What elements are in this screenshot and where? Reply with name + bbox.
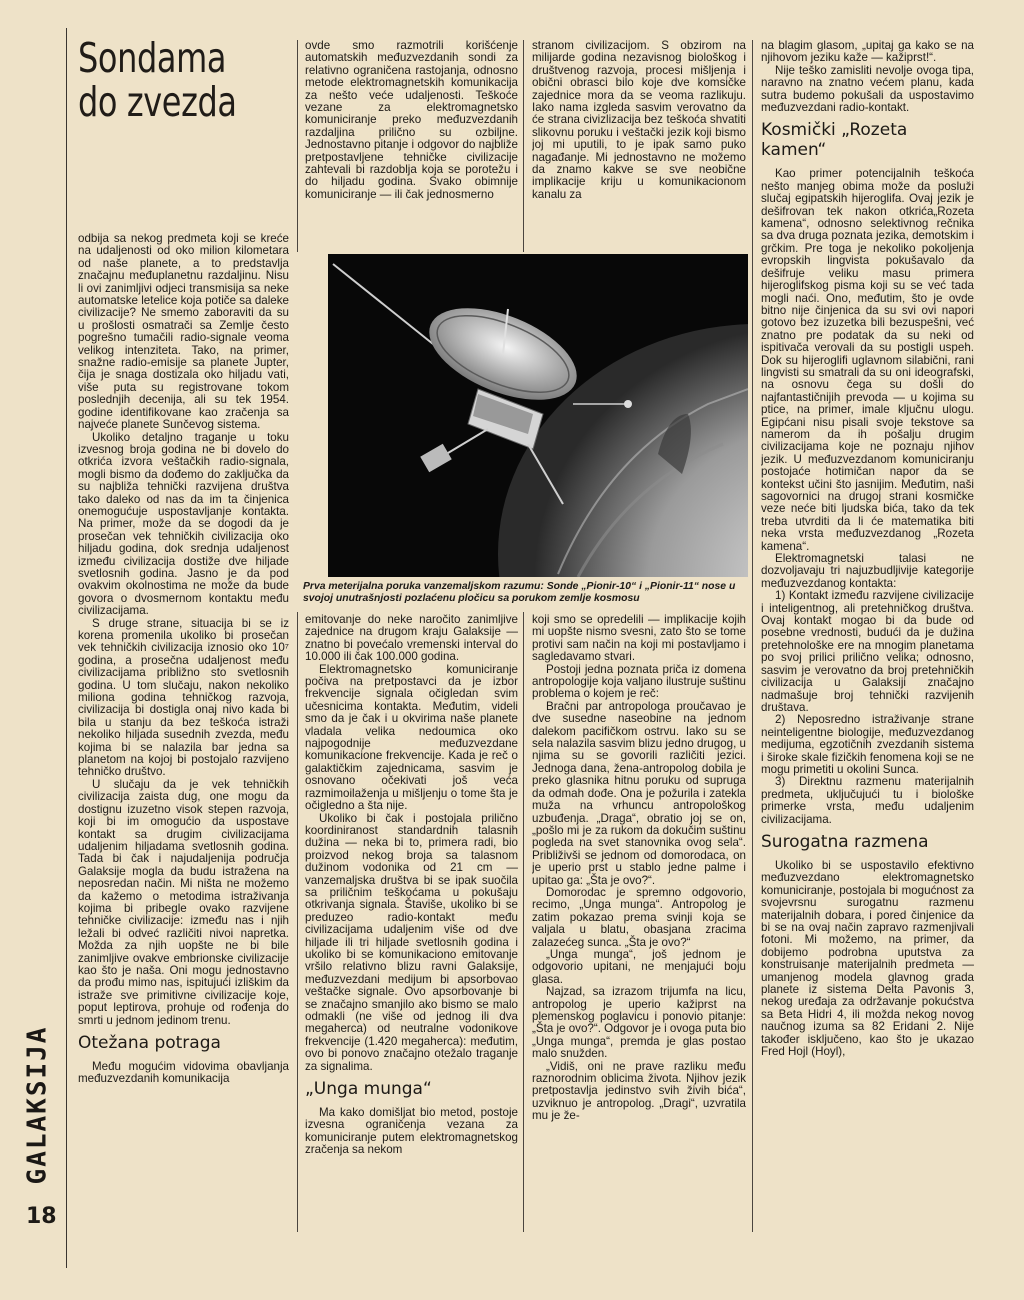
margin-rule bbox=[66, 28, 67, 1268]
column-1-text bbox=[78, 233, 289, 1027]
spacecraft-illustration bbox=[328, 254, 748, 577]
column-2-bottom bbox=[305, 614, 518, 1234]
section-heading-rozeta-kamen: Kosmički „Rozeta kamen“ bbox=[761, 120, 908, 161]
column-rule bbox=[752, 40, 753, 1232]
paragraph: stranom civilizacijom. S obzirom na milijarde godina nezavisnog biološkog i društvenog razvoja, procesi mišljenja i obični obrasci bilo koje dve komsičke zajednice mora da se veoma razlikuju. Iako nama izgleda sasvim verovatno da će strana civizlizacija bez teškoća shvatiti slikovnu poruku i veštački jezik koji bismo joj mi uputili, to je ipak samo puko nagađanje. Mi jednostavno ne možemo da znamo kakve se sve neobične implikacije kriju u komunikacionom kanalu za bbox=[532, 40, 746, 201]
section-heading-surogatna-razmena: Surogatna razmena bbox=[761, 831, 929, 852]
paragraph: „Unga munga“, još jednom je odgovorio upitani, ne menjajući boju glasa. bbox=[532, 947, 746, 986]
paragraph: „Vidiš, oni ne prave razliku među raznorodnim oblicima života. Njihov jezik pretpostavlja jedinstvo svih živih bića“, uzviknuo je antropolog. „Dragi“, uzvratila mu je že- bbox=[532, 1059, 746, 1123]
paragraph: Među mogućim vidovima obavljanja međuzvezdanih komunikacija bbox=[78, 1060, 289, 1086]
article-title: Sondama do zvezda bbox=[78, 34, 237, 126]
paragraph: Ukoliko bi čak i postojala prilično koordiniranost standardnih talasnih dužina — neka bi to, primera radi, bio proizvod nekog broja sa talasnom dužinom vodonika od 21 cm — vanzemaljska društva bi se ipak suočila sa priličnim teškoćama u pokušaju otkrivanja signala. Štaviše, ukoliko bi se preduzeo radio-kontakt među civilizacijama udaljenim više od dve hiljade ili tri hiljade svetlosnih godina i ukoliko bi se komunikaciono emitovanje vršilo relativno blizu ravni Galaksije, međuzvezdani medijum bi apsorbovao veštačke signale. Ovo apsorbovanje bi se značajno smanjilo ako bismo se malo odmakli (ne više od jednog ili dva megaherca) od neutralne vodonikove frekvencije (1.420 megaherca): međutim, ovo bi ponovo značajno otežalo traganje za signalima. bbox=[305, 811, 518, 1073]
paragraph: Ma kako domišljat bio metod, postoje izvesna ograničenja vezana za komuniciranje putem elektromagnetskog zračenja sa nekom bbox=[305, 1106, 518, 1157]
paragraph: Domorodac je spremno odgovorio, recimo, „Unga munga“. Antropolog je zatim pokazao prema svinji koja se valjala u blatu, obasjana zracima zalazećeg sunca. „Šta je ovo?“ bbox=[532, 885, 746, 949]
column-rule bbox=[523, 612, 524, 1232]
paragraph: Elektromagnetsko komuniciranje počiva na pretpostavci da je izbor frekvencije signala očigledan svim učesnicima kontakta. Međutim, videli smo da je čak i u okvirima naše planete vladala velika nedoumica oko najpogodnije međuzvezdane komunikacione frekvencije. Kada je reč o galaktičkim zajednicama, sasvim je osnovano očekivati još veća razmimoilaženja u mišljenju o tome šta je očigledno a šta nije. bbox=[305, 662, 518, 813]
photo-caption: Prva meterijalna poruka vanzemaljskom razumu: Sonde „Pionir-10“ i „Pionir-11“ nose u svojoj unutrašnjosti pozlaćenu pločicu sa porukom zemlje kosmosu bbox=[303, 581, 736, 604]
paragraph: odbija sa nekog predmeta koji se kreće na udaljenosti od oko milion kilometara od naše planete, a to predstavlja značajnu međuplanetnu razdaljinu. Nisu li ovi zanimljivi odjeci transmisija sa neke automatske letelice koja potiče sa daleke civilizacije? Ne smemo zaboraviti da su u prošlosti osmatrači sa Zemlje često pogrešno tumačili radio-signale veoma velikog intenziteta. Tako, na primer, snažne radio-emisije sa planete Jupter, čija je snaga dostizala oko hiljadu vati, više puta su registrovane tokom poslednjih decenija, ali su tek 1954. godine identifikovane kao zračenja sa najveće planete Sunčevog sistema. bbox=[78, 233, 289, 432]
paragraph: Elektromagnetski talasi ne dozvoljavaju tri najuzbudljivije kategorije međuzvezdanog kontakta: bbox=[761, 552, 974, 590]
magazine-name: GALAKSIJA bbox=[22, 1025, 53, 1185]
column-4 bbox=[761, 40, 974, 1234]
paragraph: Nije teško zamisliti nevolje ovoga tipa, naravno na znatno većem planu, kada sutra budemo pokušali da uspostavimo međuzvezdani radio-kontakt. bbox=[761, 63, 974, 115]
page-number: 18 bbox=[26, 1204, 57, 1229]
column-rule bbox=[523, 40, 524, 252]
paragraph: 1) Kontakt između razvijene civilizacije i inteligentnog, ali pretehničkog društva. Ovaj kontakt mogao bi da bude od posebne vrednosti, budući da je dužina pretehnološke ere na mnogim planetama po svoj prilici prilično velika; odnosno, sasvim je verovatno da broj pretehničkih civilizacija u Galaksiji značajno nadmašuje broj tehnički razvijenih društava. bbox=[761, 589, 974, 714]
column-2-top bbox=[305, 40, 518, 252]
paragraph: Bračni par antropologa proučavao je dve susedne naseobine na jednom dalekom pacifičkom ostrvu. Iako su se sela nalazila sasvim blizu jedno drugog, u njima su se govorili različiti jezici. Jednoga dana, žena-antropolog dobila je preko glasnika hitnu poruku od supruga da odmah dođe. Ona je požurila i zatekla muža na vrhuncu antropološkog uzbuđenja. „Draga“, obratio joj se on, „pošlo mi je za rukom da dokučim suštinu pogleda na svet stanovnika ovog sela“. Približivši se jednom od domorodaca, on je uperio prst u stablo jedne palme i upitao ga: „Šta je ovo?“. bbox=[532, 699, 746, 887]
column-rule bbox=[297, 612, 298, 1232]
paragraph: Kao primer potencijalnih teškoća nešto manjeg obima može da posluži slučaj egipatskih hijeroglifa. Ovaj jezik je dešifrovan tek nakon otkrića„Rozeta kamena“, odnosno selektivnog rečnika sa dva druga poznata jezika, demotskim i grčkim. Pre toga je nekoliko pokoljenja evropskih lingvista pokušavalo da dešifruje veliku masu primera hijeroglifskog pisma koji su se već tada mogli naći. Ono, međutim, što je ovde bitno nije činjenica da su svi ovi napori gotovo bez izuzetka bili bezuspešni, već znatno pre podatak da su neki od ispitivača verovali da su postigli uspeh. Dok su hijeroglifi uglavnom silabični, rani lingvisti su smatrali da su oni ideografski, na osnovu čega su došli do najfantastičnijih prevoda — u kojima su ptice, na primer, imale ključnu ulogu. Egipćani nisu pisali svoje tekstove sa namerom da ih pošalju drugim civilizacijama koje ne poznaju njihov jezik. U međuzvezdanom komuniciranju postojaće hotimičan napor da se kontekst učini što jasnijim. Međutim, naši sagovornici na drugoj strani kosmičke veze neće biti ljudska bića, tako da tek treba utvrditi da li će matematika biti neka vrsta međuzvezdanog „Rozeta kamena“. bbox=[761, 167, 974, 553]
paragraph: U slučaju da je vek tehničkih civilizacija zaista dug, one mogu da dostignu izuzetno visok stepen razvoja, koji bi im omogućio da uspostave kontakt sa drugim civilizacijama udaljenim hiljadama svetlosnih godina. Tada bi čak i najudaljenija područja Galaksije mogla da budu istražena na neposredan način. Mi ništa ne možemo da kažemo o metodima istraživanja kojima bi pribegle ovako razvijene tehničke civilizacije: između nas i njih ležali bi odveć različiti nivoi napretka. Možda za njih uopšte ne bi bile zanimljive ovakve embrionske civilizacije kao što je naša. Oni mogu jednostavno da prođu mimo nas, ispitujući izliškim da istraže sve primitivne civilizacije koje, poput leptirova, prohuje od rođenja do smrti u jednom jedinom trenu. bbox=[78, 777, 289, 1027]
paragraph: koji smo se opredelili — implikacije kojih mi uopšte nismo svesni, zato što se tome protivi sam način na koji mi postavljamo i sagledavamo stvari. bbox=[532, 614, 746, 664]
column-3-top bbox=[532, 40, 746, 252]
paragraph: Postoji jedna poznata priča iz domena antropologije koja valjano ilustruje suštinu problema o kojem je reč: bbox=[532, 662, 746, 701]
column-1 bbox=[78, 233, 289, 1233]
section-heading-otezana-potraga: Otežana potraga bbox=[78, 1033, 221, 1053]
magazine-logo bbox=[14, 1025, 60, 1185]
paragraph: ovde smo razmotrili korišćenje automatskih međuzvezdanih sondi za relativno ograničena rastojanja, odnosno metode elektromagnetskih komunikacija za nešto veće udaljenosti. Teškoće vezane za elektromagnetsko komuniciranje preko međuzvezdanih razdaljina prilično su ozbiljne. Jednostavno pitanje i odgovor do najbliže pretpostavljene tehničke civilizacije zahtevali bi razdoblja koja se porotežu i do hiljadu godina. Svako obimnije komuniciranje — ili čak jednosmerno bbox=[305, 40, 518, 201]
paragraph: Najzad, sa izrazom trijumfa na licu, antropolog je uperio kažiprst na plemenskog poglavicu i ponovio pitanje: „Šta je ovo?“. Odgovor je i ovoga puta bio „Unga munga“, premda je glas postao malo snužden. bbox=[532, 985, 746, 1061]
paragraph: 3) Direktnu razmenu materijalnih predmeta, uključujući tu i biološke primerke vrsta, među udaljenim civilizacijama. bbox=[761, 775, 974, 826]
pioneer-probe-photo bbox=[328, 254, 748, 577]
paragraph: 2) Neposredno istraživanje strane neinteligentne biologije, međuzvezdanog medijuma, egzotičnih zvezdanih sistema i široke skale fizičkih fenomena koji se ne mogu primetiti u okolini Sunca. bbox=[761, 713, 974, 776]
column-rule bbox=[297, 40, 298, 252]
paragraph: na blagim glasom, „upitaj ga kako se na njihovom jeziku kaže — kažiprst!“. bbox=[761, 40, 974, 65]
paragraph: S druge strane, situacija bi se iz korena promenila ukoliko bi prosečan vek tehničkih civilizacija iznosio oko 10⁷ godina, a prosečna udaljenost među civilizacijama približno sto svetlosnih godina. U tom slučaju, nakon nekoliko miliona godina tehničkog razvoja, civilizacija bi dostigla onaj nivo kada bi bila u stanju da bez teškoća istraži nekoliko hiljada susednih zvezda, među kojima bi se nalazila bar jedna sa planetom na kojoj bi postojalo razvijeno tehničko društvo. bbox=[78, 616, 289, 779]
paragraph: Ukoliko bi se uspostavilo efektivno međuzvezdano elektromagnetsko komuniciranje, postojala bi mogućnost za svojevrsnu surogatnu razmenu materijalnih dobara, i pored činjenice da bi se na ovaj način zapravo razmenjivali fotoni. Mi možemo, na primer, da dobijemo podrobna uputstva za konstruisanje materijalnih predmeta — umanjenog modela glavnog grada planete iz sistema Delta Pavonis 3, nekog uređaja za održavanje pokućstva sa Beta Hidri 4, ili možda nekog novog naučnog izuma sa 82 Eridani 2. Nije također isključeno, kao što je ukazao Fred Hojl (Hoyl), bbox=[761, 858, 974, 1059]
column-3-bottom bbox=[532, 614, 746, 1234]
paragraph: Ukoliko detaljno traganje u toku izvesnog broja godina ne bi dovelo do otkrića izvora veštačkih radio-signala, mogli bismo da dođemo do zaključka da su najbliža tehnički razvijena društva tako daleko od nas da im ta činjenica onemogućuje uspostavljanje kontakta. Na primer, može da se dogodi da je prosečan vek tehničkih civilizacija oko hiljadu godina, dok srednja udaljenost između civilizacija dostiže dve hiljade svetlosnih godina. Jasno je da pod ovakvim okolnostima ne može da bude govora o dvosmernom kontaktu među civilizacijama. bbox=[78, 430, 289, 618]
paragraph: emitovanje do neke naročito zanimljive zajednice na drugom kraju Galaksije — znatno bi povećalo vremenski interval do 10.000 ili čak 100.000 godina. bbox=[305, 614, 518, 664]
section-heading-unga-munga: „Unga munga“ bbox=[305, 1079, 432, 1100]
